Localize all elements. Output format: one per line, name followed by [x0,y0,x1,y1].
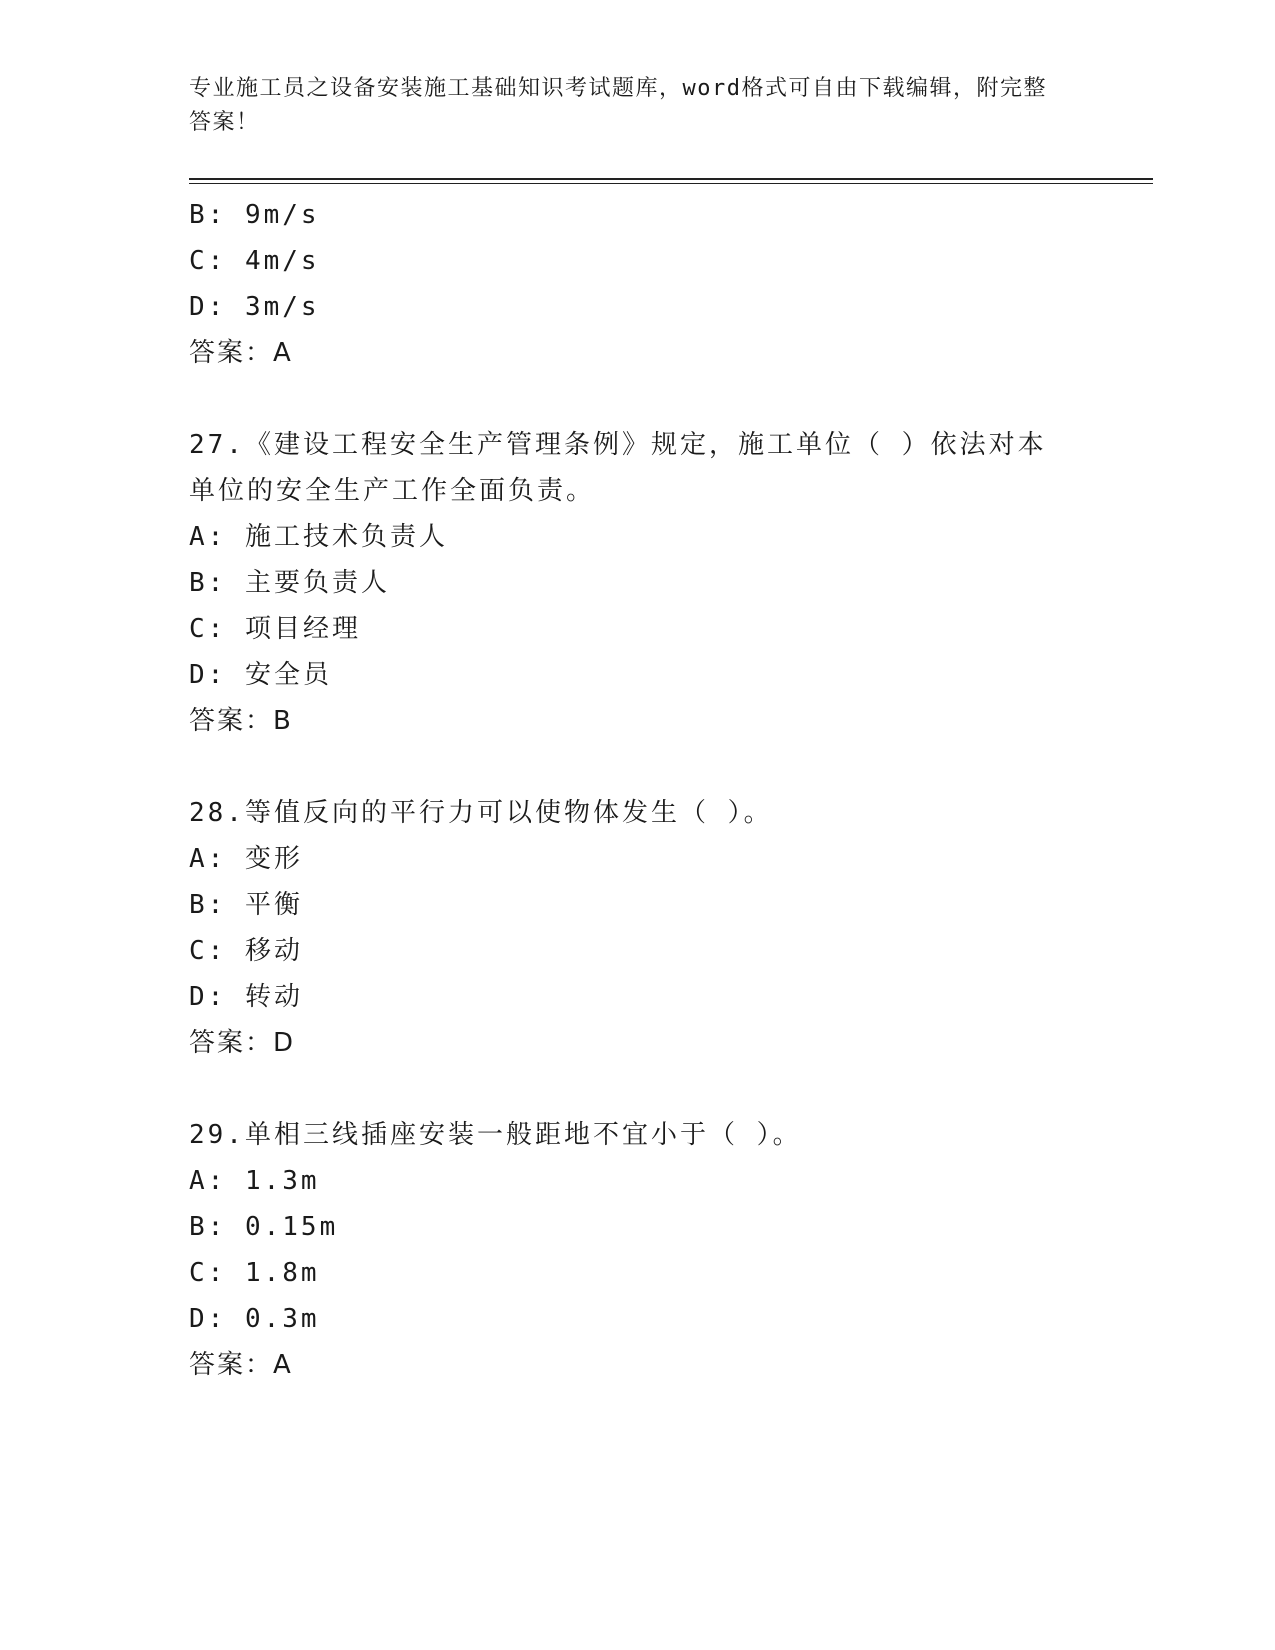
option-letter: C: [189,1258,245,1288]
option-text: 3m/s [244,292,320,322]
spacer [189,376,1089,422]
option-d [189,652,1069,698]
option-letter: A: [189,522,245,552]
option-letter: A: [189,844,245,874]
question-list [189,192,1089,1388]
answer-line: 答案：A [189,1350,293,1380]
answer-line: 答案：B [189,706,293,736]
option-letter: B: [189,1212,245,1242]
option-c [189,1250,1069,1296]
option-text: 施工技术负责人 [244,522,448,552]
question-28 [189,790,1069,1066]
question-stem: 28.等值反向的平行力可以使物体发生（ ）。 [189,798,773,828]
option-letter: B: [189,568,245,598]
option-d [189,974,1069,1020]
option-letter: D: [189,660,245,690]
option-text: 0.15m [244,1212,339,1242]
option-text: 9m/s [244,200,320,230]
option-text: 0.3m [244,1304,320,1334]
option-d [189,1296,1069,1342]
question-stem: 27.《建设工程安全生产管理条例》规定，施工单位（ ）依法对本单位的安全生产工作全面负责。 [189,430,1047,506]
answer-line: 答案：A [189,338,293,368]
option-text: 1.8m [244,1258,320,1288]
option-b [189,1204,1069,1250]
question-29 [189,1112,1069,1388]
option-c [189,606,1069,652]
option-c [189,928,1069,974]
option-text: 1.3m [244,1166,320,1196]
option-letter: A: [189,1166,245,1196]
option-c [189,238,1089,284]
option-text: 主要负责人 [244,568,390,598]
option-a [189,514,1069,560]
option-text: 变形 [244,844,303,874]
document-header-title: 专业施工员之设备安装施工基础知识考试题库，word格式可自由下载编辑，附完整答案！ [189,76,1047,135]
header-divider-thick [189,178,1153,181]
option-letter: D: [189,1304,245,1334]
option-a [189,836,1069,882]
option-text: 移动 [244,936,303,966]
question-27 [189,422,1069,744]
option-letter: C: [189,936,245,966]
prev-question-options [189,192,1089,376]
option-letter: C: [189,614,245,644]
header-divider-thin [189,183,1153,185]
option-text: 平衡 [244,890,303,920]
spacer [189,1066,1089,1112]
option-letter: C: [189,246,245,276]
answer-line: 答案：D [189,1028,296,1058]
option-text: 4m/s [244,246,320,276]
option-d [189,284,1089,330]
option-b [189,192,1089,238]
option-text: 项目经理 [244,614,361,644]
question-stem: 29.单相三线插座安装一般距地不宜小于（ ）。 [189,1120,802,1150]
option-letter: B: [189,200,245,230]
spacer [189,744,1089,790]
option-b [189,560,1069,606]
option-text: 转动 [244,982,303,1012]
option-a [189,1158,1069,1204]
option-b [189,882,1069,928]
option-letter: B: [189,890,245,920]
option-text: 安全员 [244,660,332,690]
option-letter: D: [189,982,245,1012]
option-letter: D: [189,292,245,322]
